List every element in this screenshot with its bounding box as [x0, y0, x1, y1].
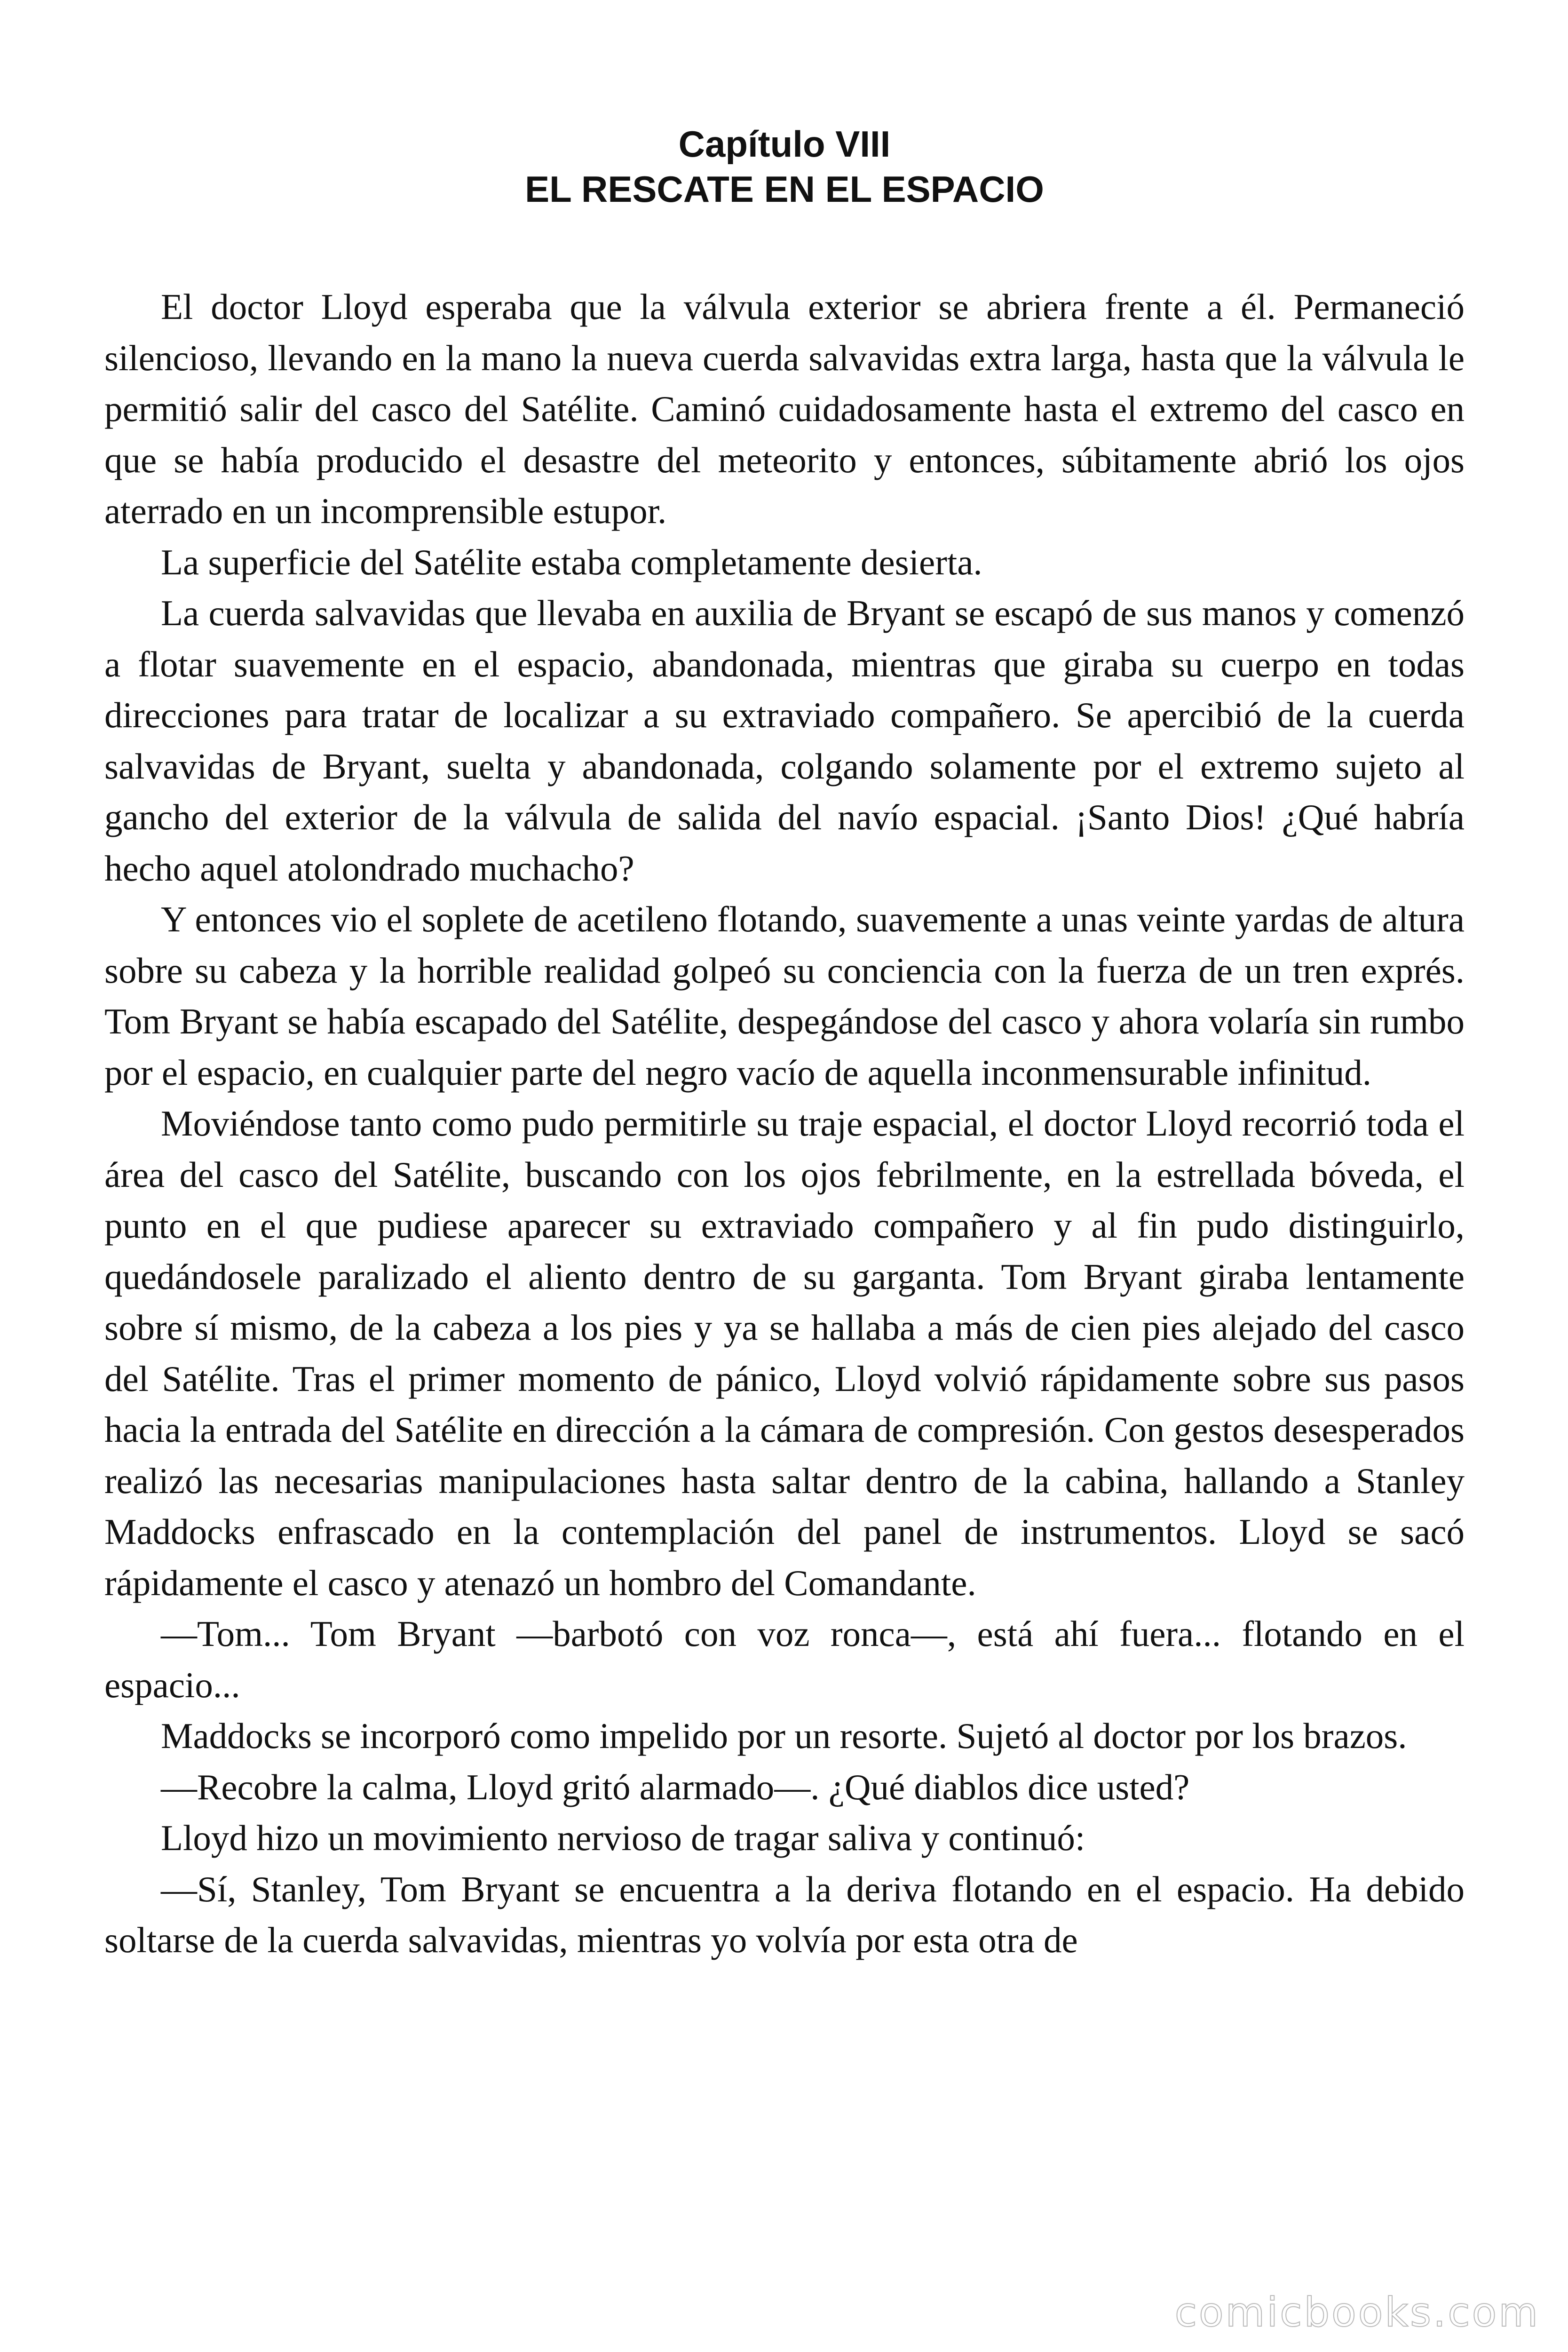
chapter-heading — [104, 121, 1465, 212]
paragraph: Y entonces vio el soplete de acetileno flotando, suavemente a unas veinte yardas de altura sobre su cabeza y la horrible realidad golpeó su conciencia con la fuerza de un tren exprés. Tom Bryant se había escapado del Satélite, despegándose del casco y ahora volaría sin rumbo por el espacio, en cualquier parte del negro vacío de aquella inconmensurable infinitud. — [104, 899, 1465, 1093]
chapter-title: EL RESCATE EN EL ESPACIO — [525, 168, 1044, 210]
paragraph: Lloyd hizo un movimiento nervioso de tragar saliva y continuó: — [161, 1818, 1085, 1858]
paragraph: —Tom... Tom Bryant —barbotó con voz ronca—, está ahí fuera... flotando en el espacio... — [104, 1613, 1465, 1705]
book-page — [104, 121, 1465, 1966]
paragraph: Moviéndose tanto como pudo permitirle su traje espacial, el doctor Lloyd recorrió toda el área del casco del Satélite, buscando con los ojos febrilmente, en la estrellada bóveda, el punto en el que pudiese aparecer su extraviado compañero y al fin pudo distinguirlo, quedándosele paralizado el aliento dentro de su garganta. Tom Bryant giraba lentamente sobre sí mismo, de la cabeza a los pies y ya se hallaba a más de cien pies alejado del casco del Satélite. Tras el primer momento de pánico, Lloyd volvió rápidamente sobre sus pasos hacia la entrada del Satélite en dirección a la cámara de compresión. Con gestos desesperados realizó las necesarias manipulaciones hasta saltar dentro de la cabina, hallando a Stanley Maddocks enfrascado en la contemplación del panel de instrumentos. Lloyd se sacó rápidamente el casco y atenazó un hombro del Comandante. — [104, 1103, 1465, 1603]
chapter-number: Capítulo VIII — [678, 123, 891, 165]
paragraph: —Recobre la calma, Lloyd gritó alarmado—. ¿Qué diablos dice usted? — [161, 1766, 1190, 1807]
chapter-body — [104, 281, 1465, 1966]
paragraph: El doctor Lloyd esperaba que la válvula exterior se abriera frente a él. Permaneció silencioso, llevando en la mano la nueva cuerda salvavidas extra larga, hasta que la válvula le permitió salir del casco del Satélite. Caminó cuidadosamente hasta el extremo del casco en que se había producido el desastre del meteorito y entonces, súbitamente abrió los ojos aterrado en un incomprensible estupor. — [104, 286, 1465, 531]
paragraph: Maddocks se incorporó como impelido por un resorte. Sujetó al doctor por los brazos. — [161, 1716, 1407, 1756]
paragraph: La cuerda salvavidas que llevaba en auxilia de Bryant se escapó de sus manos y comenzó a flotar suavemente en el espacio, abandonada, mientras que giraba su cuerpo en todas direcciones para tratar de localizar a su extraviado compañero. Se apercibió de la cuerda salvavidas de Bryant, suelta y abandonada, colgando solamente por el extremo sujeto al gancho del exterior de la válvula de salida del navío espacial. ¡Santo Dios! ¿Qué habría hecho aquel atolondrado muchacho? — [104, 593, 1465, 889]
paragraph: La superficie del Satélite estaba completamente desierta. — [161, 541, 982, 582]
watermark: comicbooks.com — [1174, 2289, 1540, 2336]
paragraph: —Sí, Stanley, Tom Bryant se encuentra a la deriva flotando en el espacio. Ha debido soltarse de la cuerda salvavidas, mientras yo volvía por esta otra de — [104, 1868, 1465, 1960]
